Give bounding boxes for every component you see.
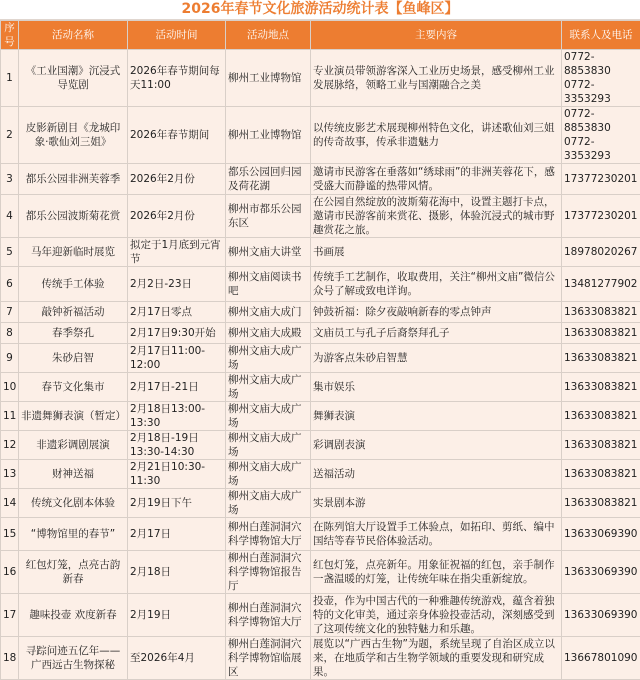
activity-place: 柳州文庙大成殿 [226, 323, 311, 344]
header-place: 活动地点 [226, 21, 311, 50]
activity-content: 在公园自然绽放的波斯菊花海中，设置主题打卡点，邀请市民游客前来赏花、摄影，体验沉浸式的城市野趣赏花之旅。 [311, 195, 562, 238]
row-number: 11 [1, 402, 19, 431]
row-number: 4 [1, 195, 19, 238]
contact-phone: 13633083821 [562, 344, 640, 373]
table-row [1, 267, 640, 302]
activity-name: 传统手工体验 [19, 267, 128, 302]
activity-content: 钟鼓祈福：除夕夜敲响新春的零点钟声 [311, 302, 562, 323]
table-row [1, 551, 640, 594]
contact-phone: 13633083821 [562, 460, 640, 489]
contact-phone: 13633083821 [562, 373, 640, 402]
activity-name: “博物馆里的春节” [19, 518, 128, 551]
row-number: 5 [1, 238, 19, 267]
row-number: 18 [1, 637, 19, 680]
contact-phone: 13633083821 [562, 431, 640, 460]
activity-place: 柳州文庙大讲堂 [226, 238, 311, 267]
activity-time: 2月17日11:00-12:00 [128, 344, 226, 373]
activity-name: 财神送福 [19, 460, 128, 489]
activity-time: 2月18日 [128, 551, 226, 594]
row-number: 13 [1, 460, 19, 489]
activity-place: 柳州白莲洞洞穴科学博物馆报告厅 [226, 551, 311, 594]
activity-time: 2026年2月份 [128, 195, 226, 238]
activity-content: 文庙员工与孔子后裔祭拜孔子 [311, 323, 562, 344]
contact-phone: 13633069390 [562, 551, 640, 594]
activity-place: 柳州文庙大成门 [226, 302, 311, 323]
activity-content: 传统手工艺制作，收取费用，关注“柳州文庙”微信公众号了解或致电详询。 [311, 267, 562, 302]
table-row [1, 402, 640, 431]
table-row [1, 637, 640, 680]
activity-place: 柳州文庙大成广场 [226, 373, 311, 402]
activity-time: 拟定于1月底到元宵节 [128, 238, 226, 267]
header-content: 主要内容 [311, 21, 562, 50]
activity-content: 集市娱乐 [311, 373, 562, 402]
contact-phone: 13633083821 [562, 489, 640, 518]
page-title: 2026年春节文化旅游活动统计表【鱼峰区】 [0, 0, 640, 20]
contact-phone: 0772-8853830 0772-3353293 [562, 107, 640, 164]
activity-name: 非遗舞狮表演（暂定） [19, 402, 128, 431]
row-number: 9 [1, 344, 19, 373]
activity-place: 柳州白莲洞洞穴科学博物馆大厅 [226, 518, 311, 551]
activity-content: 舞狮表演 [311, 402, 562, 431]
activity-time: 2月17日零点 [128, 302, 226, 323]
activity-content: 实景剧本游 [311, 489, 562, 518]
activity-content: 邀请市民游客在垂落如“绣球雨”的非洲芙蓉花下，感受盛大而静谧的热带风情。 [311, 164, 562, 195]
table-row [1, 238, 640, 267]
activity-content: 以传统皮影艺术展现柳州特色文化，讲述歌仙刘三姐的传奇故事，传承非遗魅力 [311, 107, 562, 164]
header-name: 活动名称 [19, 21, 128, 50]
activity-time: 2月18日13:00-13:30 [128, 402, 226, 431]
contact-phone: 17377230201 [562, 195, 640, 238]
table-row [1, 195, 640, 238]
row-number: 12 [1, 431, 19, 460]
activity-time: 2月17日-21日 [128, 373, 226, 402]
activity-place: 柳州文庙大成广场 [226, 460, 311, 489]
activity-table [0, 20, 640, 680]
row-number: 15 [1, 518, 19, 551]
table-row [1, 460, 640, 489]
contact-phone: 13633083821 [562, 402, 640, 431]
activity-content: 投壶，作为中国古代的一种雅趣传统游戏，蕴含着独特的文化审美，通过亲身体验投壶活动，深刻感受到了这项传统文化的独特魅力和乐趣。 [311, 594, 562, 637]
activity-place: 柳州白莲洞洞穴科学博物馆大厅 [226, 594, 311, 637]
activity-name: 都乐公园非洲芙蓉季 [19, 164, 128, 195]
activity-place: 柳州市都乐公园东区 [226, 195, 311, 238]
activity-time: 至2026年4月 [128, 637, 226, 680]
activity-time: 2月21日10:30-11:30 [128, 460, 226, 489]
contact-phone: 13633069390 [562, 594, 640, 637]
activity-name: 红包灯笼，点亮古韵新春 [19, 551, 128, 594]
table-row [1, 164, 640, 195]
activity-time: 2月17日 [128, 518, 226, 551]
activity-name: 《工业国潮》沉浸式导览剧 [19, 50, 128, 107]
activity-name: 寻踪问迹五亿年——广西远古生物探秘 [19, 637, 128, 680]
activity-content: 红包灯笼，点亮新年。用象征祝福的红包，亲手制作一盏温暖的灯笼，让传统年味在指尖重新绽放。 [311, 551, 562, 594]
header-row [1, 21, 640, 50]
table-row [1, 107, 640, 164]
activity-time: 2月18日-19日13:30-14:30 [128, 431, 226, 460]
activity-name: 都乐公园波斯菊花赏 [19, 195, 128, 238]
activity-name: 春节文化集市 [19, 373, 128, 402]
activity-place: 柳州文庙大成广场 [226, 344, 311, 373]
activity-name: 马年迎新临时展览 [19, 238, 128, 267]
row-number: 2 [1, 107, 19, 164]
activity-place: 柳州文庙大成广场 [226, 431, 311, 460]
activity-place: 都乐公园回归园及荷花湖 [226, 164, 311, 195]
activity-time: 2026年春节期间每天11:00 [128, 50, 226, 107]
contact-phone: 13667801090 [562, 637, 640, 680]
activity-name: 非遗彩调剧展演 [19, 431, 128, 460]
contact-phone: 13633069390 [562, 518, 640, 551]
activity-name: 朱砂启智 [19, 344, 128, 373]
table-row [1, 431, 640, 460]
activity-name: 敲钟祈福活动 [19, 302, 128, 323]
header-contact: 联系人及电话 [562, 21, 640, 50]
activity-content: 在陈列馆大厅设置手工体验点，如拓印、剪纸、编中国结等春节民俗体验活动。 [311, 518, 562, 551]
activity-time: 2月19日下午 [128, 489, 226, 518]
table-row [1, 323, 640, 344]
row-number: 3 [1, 164, 19, 195]
activity-name: 皮影新剧目《龙城印象·歌仙刘三姐》 [19, 107, 128, 164]
activity-place: 柳州白莲洞洞穴科学博物馆临展区 [226, 637, 311, 680]
activity-content: 送福活动 [311, 460, 562, 489]
contact-phone: 0772-8853830 0772-3353293 [562, 50, 640, 107]
activity-content: 书画展 [311, 238, 562, 267]
activity-content: 为游客点朱砂启智慧 [311, 344, 562, 373]
activity-time: 2月17日9:30开始 [128, 323, 226, 344]
row-number: 8 [1, 323, 19, 344]
contact-phone: 18978020267 [562, 238, 640, 267]
activity-place: 柳州文庙阅读书吧 [226, 267, 311, 302]
row-number: 1 [1, 50, 19, 107]
row-number: 10 [1, 373, 19, 402]
activity-time: 2026年2月份 [128, 164, 226, 195]
contact-phone: 17377230201 [562, 164, 640, 195]
row-number: 7 [1, 302, 19, 323]
table-row [1, 518, 640, 551]
activity-place: 柳州工业博物馆 [226, 50, 311, 107]
header-no: 序号 [1, 21, 19, 50]
table-row [1, 50, 640, 107]
activity-place: 柳州文庙大成广场 [226, 489, 311, 518]
contact-phone: 13481277902 [562, 267, 640, 302]
table-row [1, 489, 640, 518]
row-number: 6 [1, 267, 19, 302]
activity-place: 柳州文庙大成广场 [226, 402, 311, 431]
activity-time: 2月2日-23日 [128, 267, 226, 302]
contact-phone: 13633083821 [562, 302, 640, 323]
activity-name: 春季祭孔 [19, 323, 128, 344]
row-number: 16 [1, 551, 19, 594]
activity-content: 专业演员带领游客深入工业历史场景，感受柳州工业发展脉络，领略工业与国潮融合之美 [311, 50, 562, 107]
activity-time: 2026年春节期间 [128, 107, 226, 164]
activity-content: 展览以“广西古生物”为题，系统呈现了自治区成立以来，在地质学和古生物学领域的重要发现和研究成果。 [311, 637, 562, 680]
contact-phone: 13633083821 [562, 323, 640, 344]
activity-place: 柳州工业博物馆 [226, 107, 311, 164]
activity-time: 2月19日 [128, 594, 226, 637]
row-number: 17 [1, 594, 19, 637]
header-time: 活动时间 [128, 21, 226, 50]
table-row [1, 373, 640, 402]
table-row [1, 302, 640, 323]
activity-name: 传统文化剧本体验 [19, 489, 128, 518]
row-number: 14 [1, 489, 19, 518]
table-row [1, 594, 640, 637]
activity-content: 彩调剧表演 [311, 431, 562, 460]
table-row [1, 344, 640, 373]
activity-name: 趣味投壶 欢度新春 [19, 594, 128, 637]
